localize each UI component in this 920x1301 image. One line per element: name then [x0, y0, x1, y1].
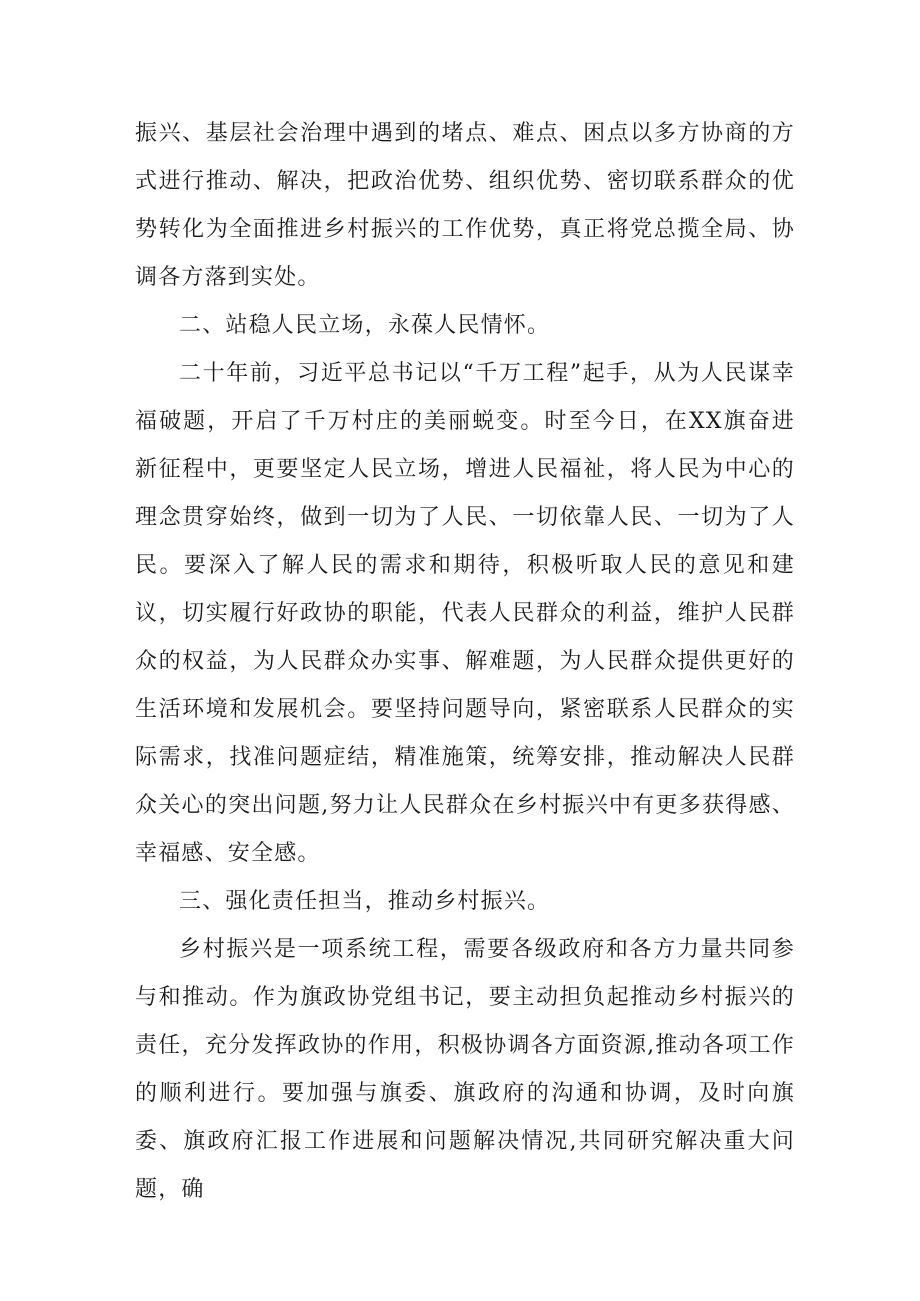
body-paragraph-continued: 振兴、基层社会治理中遇到的堵点、难点、困点以多方协商的方式进行推动、解决，把政治优势、组织优势、密切联系群众的优势转化为全面推进乡村振兴的工作优势，真正将党总揽全局、协调各方落到实处。 [135, 121, 795, 290]
body-paragraph-section-3: 乡村振兴是一项系统工程，需要各级政府和各方力量共同参与和推动。作为旗政协党组书记，要主动担负起推动乡村振兴的责任，充分发挥政协的作用，积极协调各方面资源,推动各项工作的顺利进行。要加强与旗委、旗政府的沟通和协调，及时向旗委、旗政府汇报工作进展和问题解决情况,共同研究解决重大问题，确 [135, 937, 795, 1202]
section-heading-2: 二、站稳人民立场，永葆人民情怀。 [179, 313, 551, 338]
document-body [135, 110, 795, 1214]
body-paragraph-section-2: 二十年前，习近平总书记以“千万工程”起手，从为人民谋幸福破题，开启了千万村庄的美丽蜕变。时至今日，在XX旗奋进新征程中，更要坚定人民立场，增进人民福祉，将人民为中心的理念贯穿始终，做到一切为了人民、一切依靠人民、一切为了人民。要深入了解人民的需求和期待，积极听取人民的意见和建议，切实履行好政协的职能，代表人民群众的利益，维护人民群众的权益，为人民群众办实事、解难题，为人民群众提供更好的生活环境和发展机会。要坚持问题导向，紧密联系人民群众的实际需求，找准问题症结，精准施策，统筹安排，推动解决人民群众关心的突出问题,努力让人民群众在乡村振兴中有更多获得感、幸福感、安全感。 [135, 361, 795, 866]
section-heading-3: 三、强化责任担当，推动乡村振兴。 [179, 889, 551, 914]
